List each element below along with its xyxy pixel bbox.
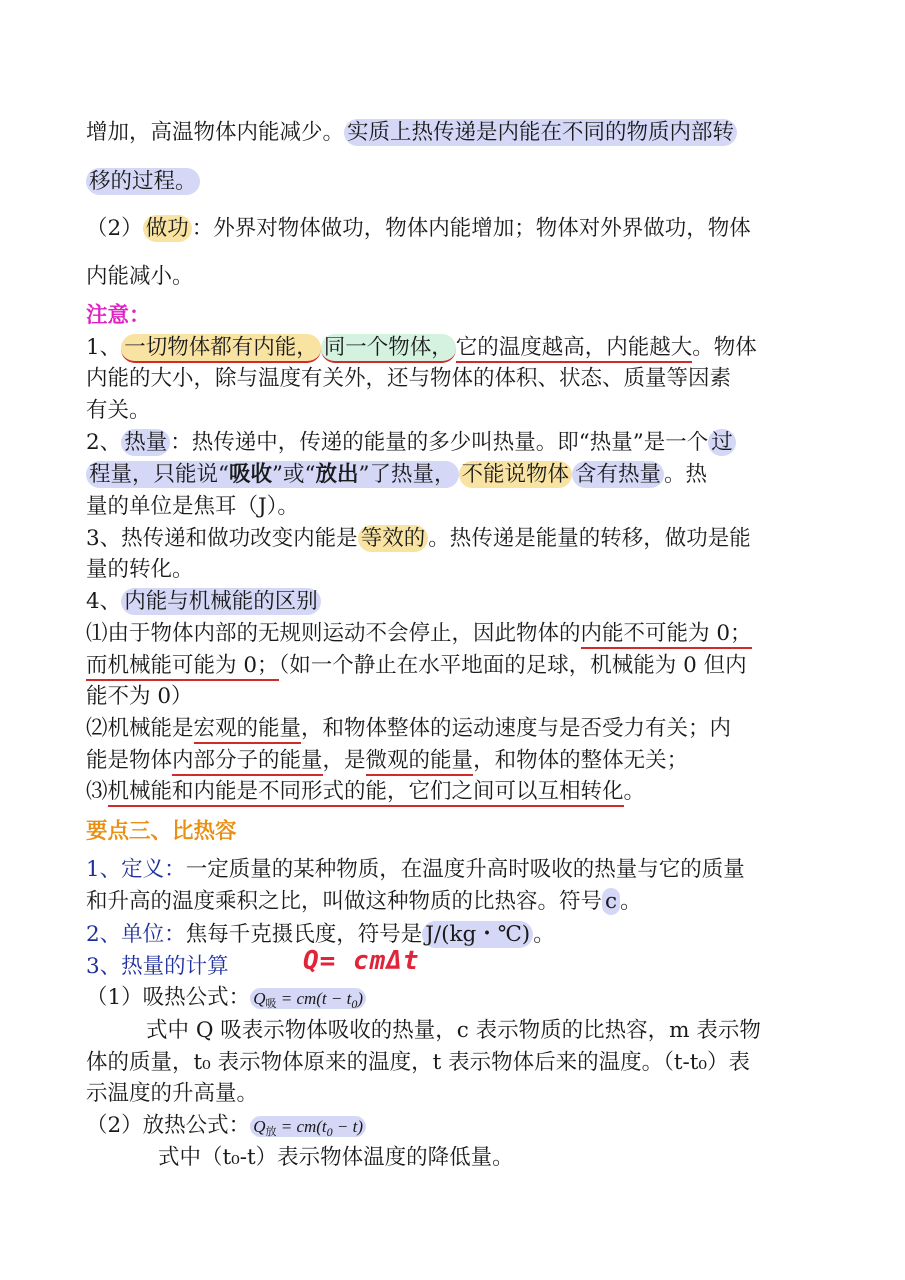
- absorb-desc-line1: 式中 Q 吸表示物体吸收的热量，c 表示物质的比热容，m 表示物: [146, 1018, 761, 1043]
- highlight-process-qty-cont: [86, 461, 459, 488]
- note-title: 注意：: [86, 303, 151, 328]
- text: 2、: [86, 430, 122, 455]
- para-work-line1: [86, 214, 819, 244]
- text: 一定质量的某种物质，在温度升高时吸收的热量与它的质量: [185, 857, 745, 882]
- text: ，和物体整体的运动速度与是否受力有关；内: [301, 716, 732, 741]
- text: ): [357, 989, 364, 1008]
- text: 能是物体: [86, 748, 173, 773]
- note3-line2: 量的转化。: [86, 557, 194, 582]
- highlight-equivalent: 等效的: [358, 525, 429, 552]
- text: ，和物体的整体无关；: [473, 748, 689, 773]
- text: （2）: [86, 216, 143, 241]
- underline-micro: 微观的能量: [366, 748, 474, 776]
- text: ⑵机械能是: [86, 716, 194, 741]
- text: ”或“: [272, 462, 316, 487]
- text: 。物体: [692, 335, 757, 360]
- text-absorb: 吸收: [229, 462, 273, 487]
- calc-title: 3、热量的计算: [86, 954, 229, 979]
- definition-line1: [86, 855, 819, 885]
- text: ⑶: [86, 779, 108, 804]
- text: 4、: [86, 589, 122, 614]
- text: 内能减小。: [86, 264, 194, 289]
- text: ⑴由于物体内部的无规则运动不会停止，因此物体的: [86, 621, 581, 646]
- text: 和升高的温度乘积之比，叫做这种物质的比热容。符号: [86, 889, 603, 914]
- note1-line3: 有关。: [86, 398, 151, 423]
- para-heat-transfer-line1: [86, 118, 819, 148]
- text: 程量，只能说“: [89, 462, 229, 487]
- handwritten-formula: Q= cmΔt: [303, 946, 420, 976]
- absorb-formula-line: [86, 983, 819, 1019]
- text-release: 放出: [315, 462, 359, 487]
- text: Q: [253, 989, 266, 1008]
- text: 。热传递是能量的转移，做功是能: [428, 526, 751, 551]
- underline-macro: 宏观的能量: [194, 716, 302, 744]
- release-desc-line: 式中（t₀-t）表示物体温度的降低量。: [158, 1145, 514, 1170]
- label-release: （2）放热公式：: [86, 1113, 251, 1138]
- highlight-process: 移的过程。: [86, 168, 200, 195]
- label-absorb: （1）吸热公式：: [86, 985, 251, 1010]
- section3-title: 要点三、比热容: [86, 819, 237, 844]
- note2-line2: [86, 460, 819, 490]
- text: （如一个静止在水平地面的足球，机械能为 0 但内: [278, 653, 747, 678]
- highlight-difference: 内能与机械能的区别: [121, 588, 321, 615]
- note4-item2-line2: [86, 746, 819, 776]
- highlight-same-object: 同一个物体，: [321, 334, 456, 363]
- text: = cm(t: [276, 1117, 327, 1136]
- text: 吸: [265, 998, 277, 1010]
- note1-line2: 内能的大小，除与温度有关外，还与物体的体积、状态、质量等因素: [86, 366, 732, 391]
- text: 。: [533, 922, 555, 947]
- underline-mech-zero: 而机械能可能为 0；: [86, 653, 279, 681]
- note1-line1: [86, 333, 819, 363]
- text: 3、热传递和做功改变内能是: [86, 526, 358, 551]
- text: ：热传递中，传递的能量的多少叫热量。即“热量”是一个: [170, 430, 709, 455]
- formula-absorb: [250, 988, 366, 1009]
- highlight-heat: 热量: [121, 429, 170, 456]
- text: 。: [620, 889, 642, 914]
- unit-line: [86, 920, 819, 950]
- text: ：外界对物体做功，物体内能增加；物体对外界做功，物体: [191, 216, 751, 241]
- definition-line2: [86, 887, 819, 917]
- text: 。热: [664, 462, 708, 487]
- text: 焦每千克摄氏度，符号是: [185, 922, 423, 947]
- para-work-line2: [86, 262, 819, 292]
- text: 。: [623, 779, 646, 804]
- text: 0: [351, 997, 358, 1011]
- text: 放: [265, 1126, 277, 1138]
- underline-conversion: 机械能和内能是不同形式的能，它们之间可以互相转化: [108, 779, 624, 807]
- highlight-cannot-say: 不能说物体: [459, 461, 573, 488]
- text: 增加，高温物体内能减少。: [86, 120, 345, 145]
- highlight-contains-heat: 含有热量: [572, 461, 664, 488]
- highlight-unit: J/(kg・℃): [422, 921, 533, 948]
- note2-line1: [86, 428, 819, 458]
- underline-not-zero: 内能不可能为 0；: [581, 621, 752, 649]
- note4-item2-line1: [86, 714, 819, 744]
- note4-item3-line1: [86, 777, 819, 807]
- text: ，是: [322, 748, 366, 773]
- note3-line1: [86, 524, 819, 554]
- text: = cm(t − t: [276, 989, 352, 1008]
- note2-line3: 量的单位是焦耳（J）。: [86, 494, 299, 519]
- note4-title: [86, 587, 819, 617]
- underline-molecular: 内部分子的能量: [172, 748, 323, 776]
- formula-release: [250, 1116, 366, 1137]
- underline-temperature: 它的温度越高，内能越大: [456, 335, 693, 363]
- release-formula-line: [86, 1111, 819, 1147]
- highlight-all-objects: 一切物体都有内能，: [121, 334, 321, 363]
- para-heat-transfer-line2: [86, 167, 819, 197]
- highlight-process-qty: 过: [708, 429, 736, 456]
- text: 0: [326, 1125, 333, 1139]
- highlight-essence: 实质上热传递是内能在不同的物质内部转: [344, 119, 737, 146]
- absorb-desc-line3: 示温度的升高量。: [86, 1081, 259, 1106]
- highlight-symbol-c: c: [602, 888, 620, 915]
- text: 1、: [86, 335, 122, 360]
- text: Q: [253, 1117, 266, 1136]
- note4-item1-line1: [86, 619, 819, 649]
- absorb-desc-line2: 体的质量，t₀ 表示物体原来的温度，t 表示物体后来的温度。（t-t₀）表: [86, 1050, 750, 1075]
- text: ”了热量，: [358, 462, 456, 487]
- label-definition: 1、定义：: [86, 857, 186, 882]
- note4-item1-line2: [86, 651, 819, 681]
- highlight-work: 做功: [143, 215, 192, 242]
- label-unit: 2、单位：: [86, 922, 186, 947]
- text: − t): [332, 1117, 364, 1136]
- note4-item1-line3: 能不为 0）: [86, 684, 193, 709]
